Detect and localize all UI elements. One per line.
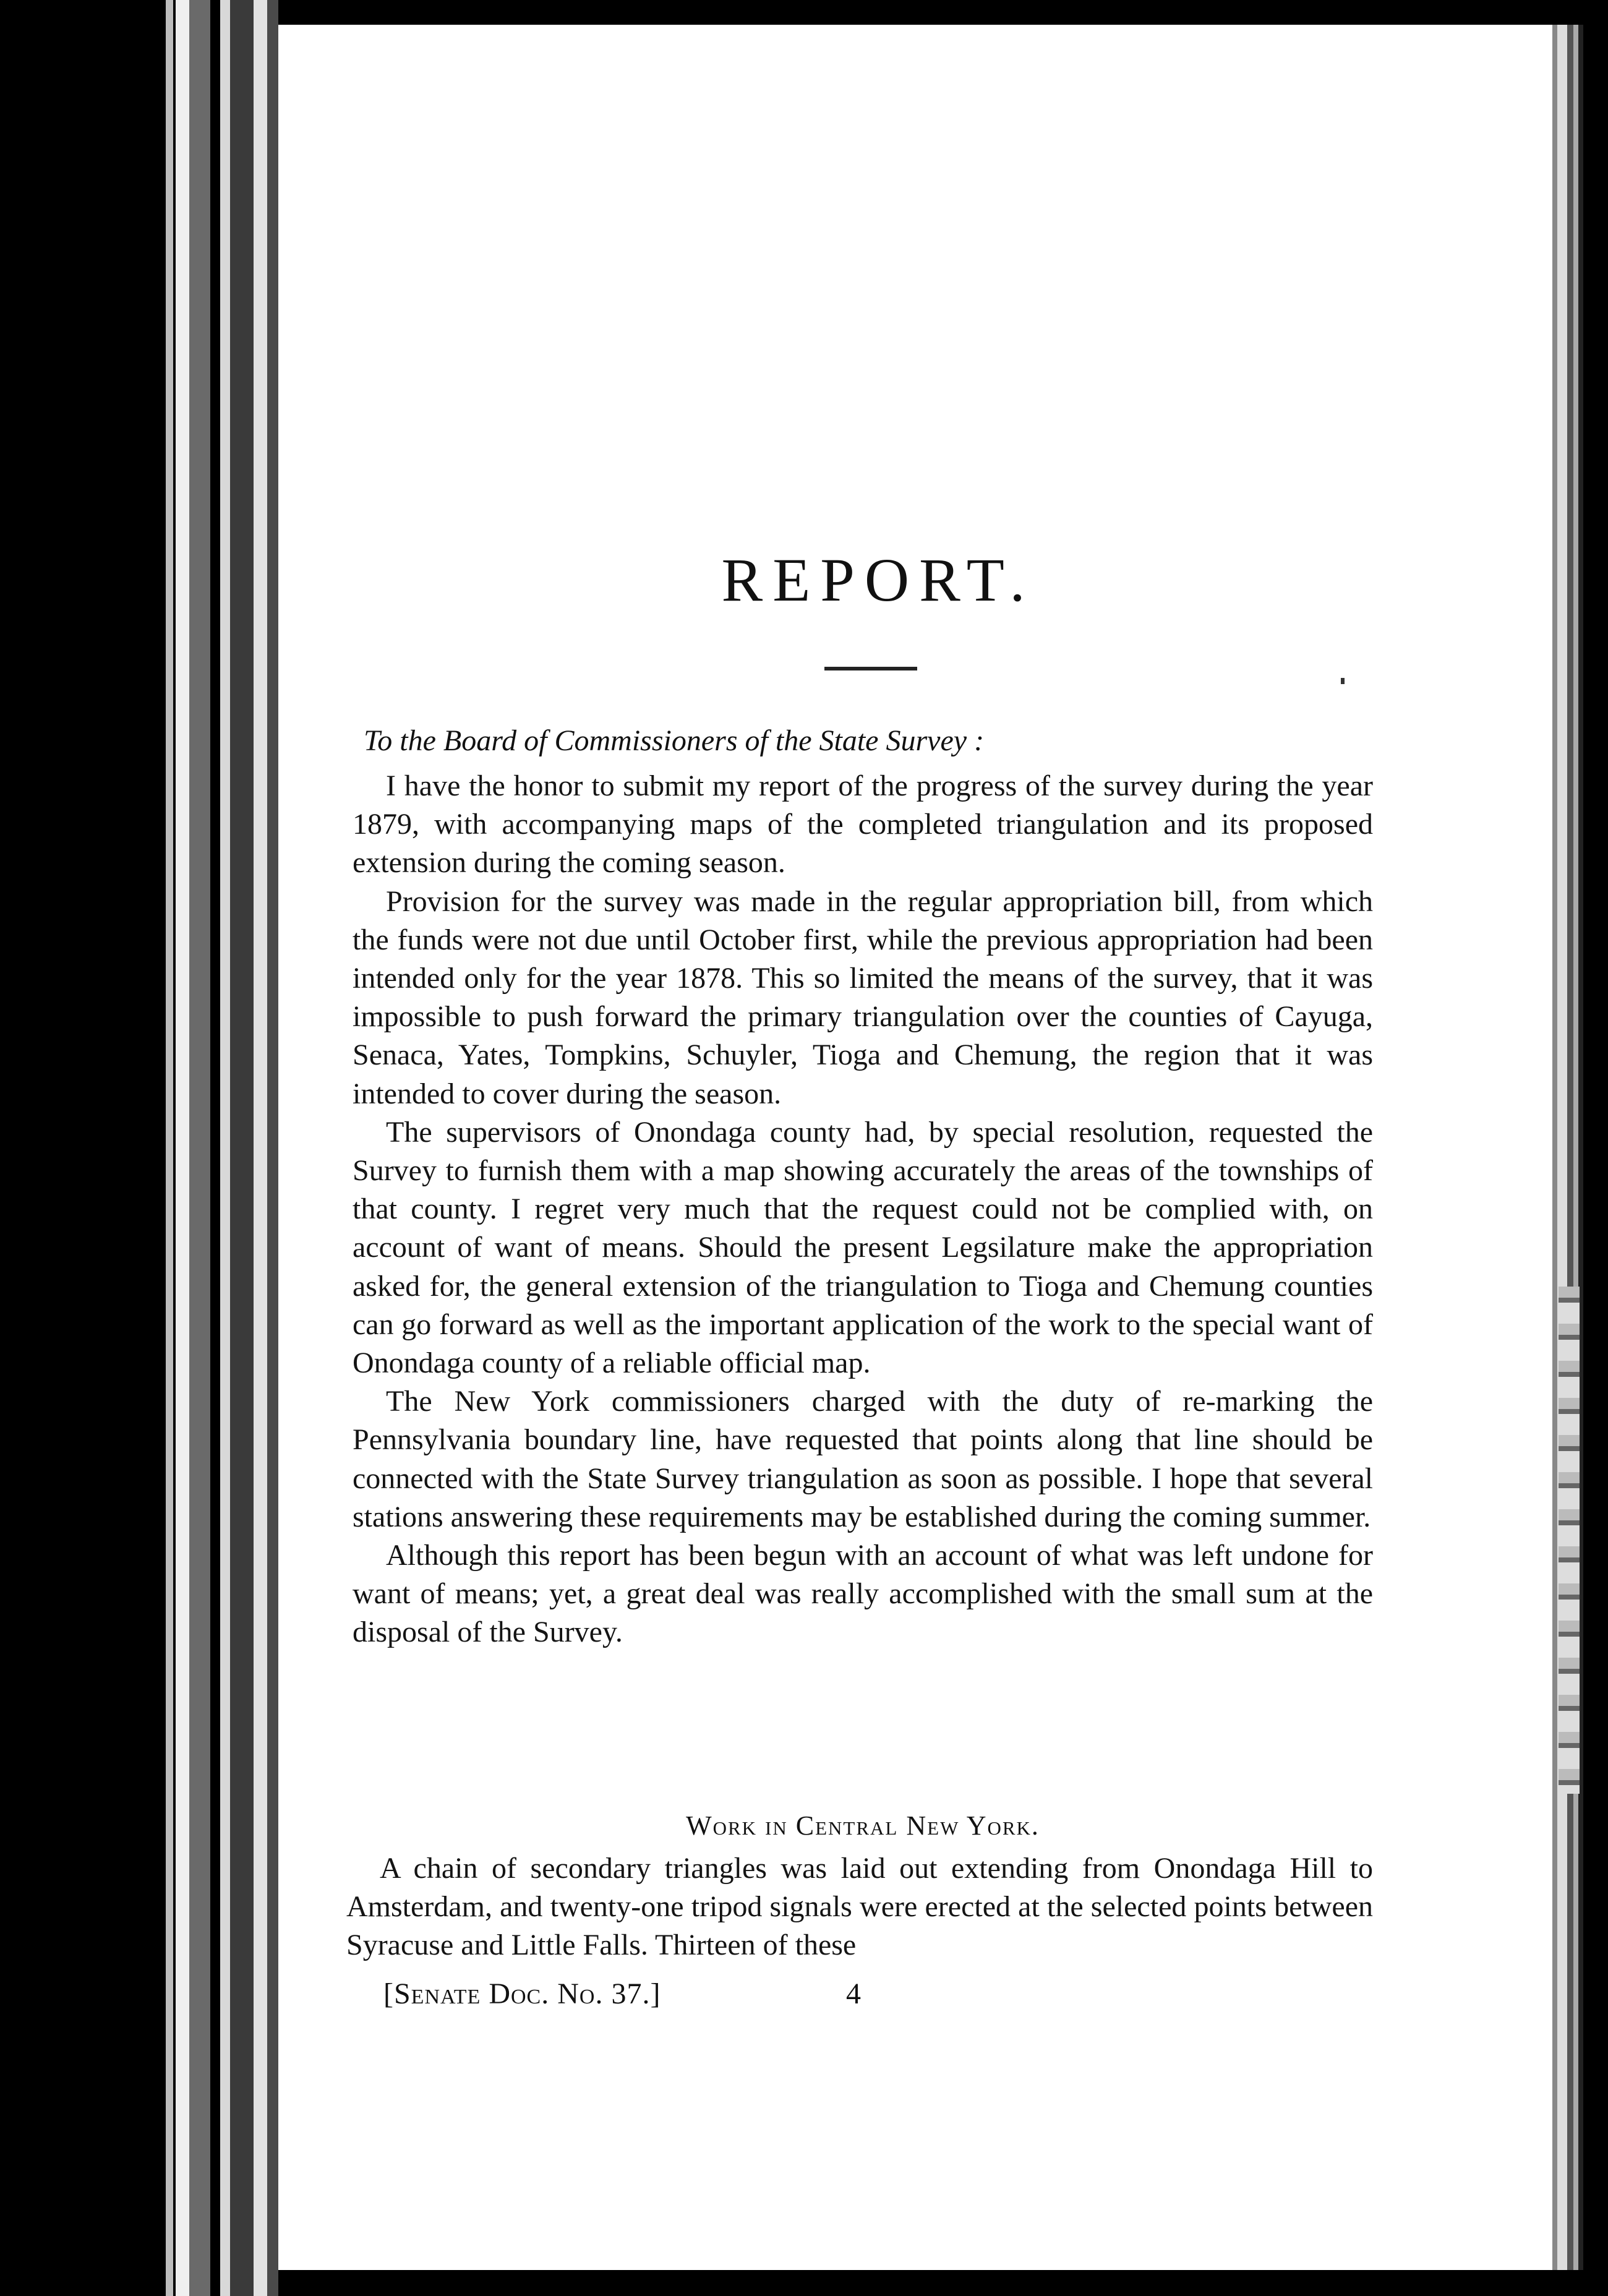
binding-strip: [254, 0, 267, 2296]
ink-speck: [1341, 678, 1345, 684]
page-edge: [1567, 25, 1573, 2270]
page-edge: [1557, 25, 1567, 2270]
binding-strip: [267, 0, 278, 2296]
signature-mark: 4: [846, 1977, 861, 2010]
page-edge: [1573, 25, 1578, 2270]
report-title: REPORT.: [721, 546, 1035, 614]
page-edge: [1552, 25, 1557, 2270]
footer-doc-reference: [Senate Doc. No. 37.]: [383, 1977, 661, 2010]
binding-strip: [230, 0, 254, 2296]
paragraph: The supervisors of Onondaga county had, by special resolution, requested the Survey to furnish them with a map showing accurately the areas of the townships of that county. I regret very much that the request could not be complied with, on account of want of means. Should the present Legsilature make the appropriation asked for, the general extension of the triangulation to Tioga and Chemung counties can go forward as well as the important application of the work to the special want of Onondaga county of a reliable official map.: [353, 1115, 1373, 1380]
page-edge-marks: [1559, 1287, 1580, 1794]
salutation: To the Board of Commissioners of the State Survey :: [364, 724, 985, 757]
section-body: [346, 1849, 1373, 1964]
paragraph: Provision for the survey was made in the regular appropriation bill, from which the funds were not due until October first, while the previous appropriation had been intended only for the year 1878. This so limited the means of the survey, that it was impossible to push forward the primary triangulation over the counties of Cayuga, Senaca, Yates, Tompkins, Schuyler, Tioga and Chemung, the region that it was intended to cover during the season.: [353, 885, 1373, 1110]
binding-strip: [220, 0, 230, 2296]
page-edge: [1578, 25, 1583, 2270]
binding-strip: [166, 0, 173, 2296]
paragraph: I have the honor to submit my report of the progress of the survey during the year 1879, with accompanying maps of the completed triangulation and its proposed extension during the coming season.: [353, 769, 1373, 880]
binding-strip: [176, 0, 189, 2296]
section-heading: Work in Central New York.: [686, 1810, 1040, 1841]
paragraph: The New York commissioners charged with the duty of re-marking the Pennsylvania boundary line, have requested that points along that line should be connected with the State Survey triangulation as soon as possible. I hope that several stations answering these requirements may be established during the coming summer.: [353, 1385, 1373, 1533]
paragraph: A chain of secondary triangles was laid out extending from Onondaga Hill to Amsterdam, and twenty-one tripod signals were erected at the selected points between Syracuse and Little Falls. Thirteen of these: [346, 1852, 1373, 1961]
title-rule: [824, 667, 917, 670]
binding-strip: [189, 0, 210, 2296]
paragraph: Although this report has been begun with an account of what was left undone for want of means; yet, a great deal was really accomplished with the small sum at the disposal of the Survey.: [353, 1539, 1373, 1649]
report-body: [353, 767, 1373, 1652]
